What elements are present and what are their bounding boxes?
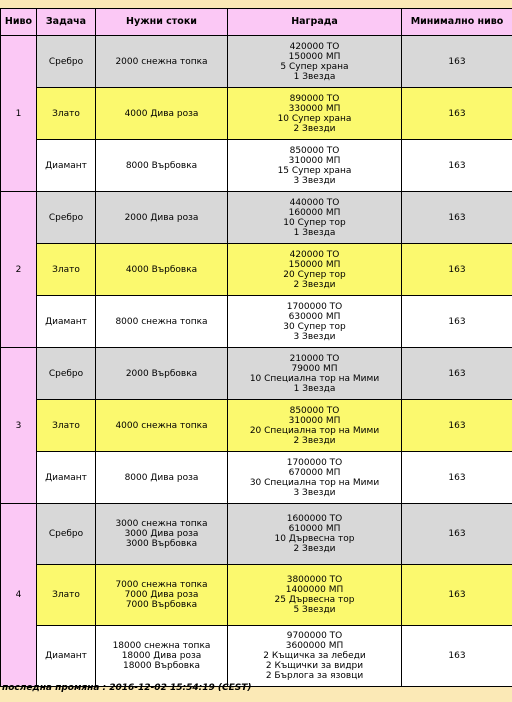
reward-cell [228,348,402,400]
reward-line: 420000 ТО [289,41,340,52]
min-level-cell: 163 [402,36,512,88]
goods-line: 7000 Дива роза [124,590,199,600]
reward-line: 2 Звезди [293,123,336,134]
min-level-cell: 163 [402,400,512,452]
table-row [1,400,512,452]
min-level-cell: 163 [402,296,512,348]
task-cell: Злато [37,88,96,140]
header-reward: Награда [228,9,402,36]
table-row [1,626,512,687]
goods-line: 2000 снежна топка [115,56,208,67]
reward-line: 150000 МП [288,259,341,270]
table-row [1,348,512,400]
goods-line: 8000 снежна топка [115,316,208,327]
reward-line: 15 Супер храна [277,165,352,176]
reward-line: 610000 МП [288,524,341,534]
goods-cell [96,192,228,244]
task-cell: Диамант [37,296,96,348]
reward-cell [228,626,402,687]
min-level-cell: 163 [402,88,512,140]
task-cell: Диамант [37,140,96,192]
goods-line: 2000 Дива роза [124,212,199,223]
min-level-cell: 163 [402,244,512,296]
reward-line: 2 Звезди [293,544,336,554]
tasks-table [0,8,512,687]
goods-line: 2000 Върбовка [125,368,198,379]
min-level-cell: 163 [402,565,512,626]
table-row [1,192,512,244]
task-cell: Сребро [37,192,96,244]
min-level-cell: 163 [402,348,512,400]
table-body [1,36,512,687]
goods-cell [96,348,228,400]
goods-line: 8000 Върбовка [125,160,198,171]
min-level-cell: 163 [402,626,512,687]
reward-line: 420000 ТО [289,249,340,260]
goods-line: 4000 снежна топка [115,420,208,431]
goods-cell [96,296,228,348]
reward-line: 330000 МП [288,103,341,114]
reward-line: 2 Къщичка за лебеди [263,651,366,661]
min-level-cell: 163 [402,140,512,192]
table-row [1,296,512,348]
reward-line: 30 Супер тор [283,321,346,332]
reward-cell [228,400,402,452]
reward-line: 1400000 МП [285,585,344,595]
reward-line: 850000 ТО [289,405,340,416]
goods-cell [96,244,228,296]
goods-line: 8000 Дива роза [124,472,199,483]
reward-cell [228,36,402,88]
reward-cell [228,244,402,296]
reward-cell [228,192,402,244]
header-task: Задача [37,9,96,36]
min-level-cell: 163 [402,504,512,565]
reward-line: 30 Специална тор на Мими [249,477,380,488]
reward-cell [228,504,402,565]
goods-cell [96,88,228,140]
goods-cell [96,504,228,565]
task-cell: Сребро [37,348,96,400]
goods-line: 18000 снежна топка [112,641,211,651]
table-row [1,452,512,504]
reward-line: 3800000 ТО [286,575,343,585]
reward-line: 10 Дървесна тор [274,534,355,544]
min-level-cell: 163 [402,452,512,504]
goods-line: 7000 снежна топка [115,580,208,590]
table-row [1,244,512,296]
goods-line: 7000 Върбовка [125,600,198,610]
task-cell: Сребро [37,36,96,88]
reward-line: 2 Звезди [293,279,336,290]
header-level: Ниво [1,9,37,36]
reward-line: 440000 ТО [289,197,340,208]
reward-line: 20 Специална тор на Мими [249,425,380,436]
goods-line: 3000 снежна топка [115,519,208,529]
reward-line: 850000 ТО [289,145,340,156]
reward-line: 670000 МП [288,467,341,478]
reward-cell [228,565,402,626]
goods-line: 18000 Дива роза [121,651,202,661]
reward-line: 3 Звезди [293,175,336,186]
reward-line: 1700000 ТО [286,457,343,468]
reward-line: 1700000 ТО [286,301,343,312]
table-row [1,36,512,88]
reward-line: 1 Звезда [293,383,336,394]
table-row [1,504,512,565]
goods-line: 3000 Върбовка [125,539,198,549]
reward-cell [228,452,402,504]
last-change-footer: последна промяна : 2016-12-02 15:54:19 (CEST) [2,683,252,693]
level-cell: 1 [1,36,37,192]
header-goods: Нужни стоки [96,9,228,36]
reward-line: 2 Звезди [293,435,336,446]
reward-line: 5 Звезди [293,605,336,615]
reward-line: 10 Специална тор на Мими [249,373,380,384]
reward-line: 9700000 ТО [286,631,343,641]
goods-cell [96,140,228,192]
reward-cell [228,88,402,140]
reward-line: 890000 ТО [289,93,340,104]
level-cell: 3 [1,348,37,504]
reward-cell [228,140,402,192]
reward-line: 310000 МП [288,415,341,426]
level-cell: 2 [1,192,37,348]
reward-line: 20 Супер тор [283,269,346,280]
table-row [1,565,512,626]
reward-line: 150000 МП [288,51,341,62]
goods-cell [96,565,228,626]
reward-line: 160000 МП [288,207,341,218]
task-cell: Злато [37,400,96,452]
min-level-cell: 163 [402,192,512,244]
goods-line: 4000 Върбовка [125,264,198,275]
reward-line: 310000 МП [288,155,341,166]
reward-line: 3 Звезди [293,331,336,342]
reward-line: 79000 МП [291,363,338,374]
reward-line: 1 Звезда [293,71,336,82]
reward-line: 10 Супер тор [283,217,346,228]
header-min-level: Минимално ниво [402,9,512,36]
reward-line: 2 Бърлога за язовци [265,671,364,681]
reward-line: 10 Супер храна [277,113,352,124]
reward-line: 210000 ТО [289,353,340,364]
level-cell: 4 [1,504,37,687]
task-cell: Диамант [37,452,96,504]
reward-line: 3 Звезди [293,487,336,498]
table-row [1,140,512,192]
goods-line: 3000 Дива роза [124,529,199,539]
goods-line: 18000 Върбовка [122,661,201,671]
table-header-row [1,9,512,36]
reward-line: 25 Дървесна тор [274,595,355,605]
reward-line: 1600000 ТО [286,514,343,524]
goods-cell [96,400,228,452]
reward-line: 3600000 МП [285,641,344,651]
reward-line: 630000 МП [288,311,341,322]
task-cell: Злато [37,565,96,626]
goods-cell [96,36,228,88]
task-cell: Диамант [37,626,96,687]
goods-cell [96,452,228,504]
reward-line: 5 Супер храна [280,61,349,72]
reward-line: 2 Къщички за видри [265,661,364,671]
task-cell: Злато [37,244,96,296]
task-cell: Сребро [37,504,96,565]
goods-cell [96,626,228,687]
reward-cell [228,296,402,348]
table-row [1,88,512,140]
goods-line: 4000 Дива роза [124,108,199,119]
reward-line: 1 Звезда [293,227,336,238]
